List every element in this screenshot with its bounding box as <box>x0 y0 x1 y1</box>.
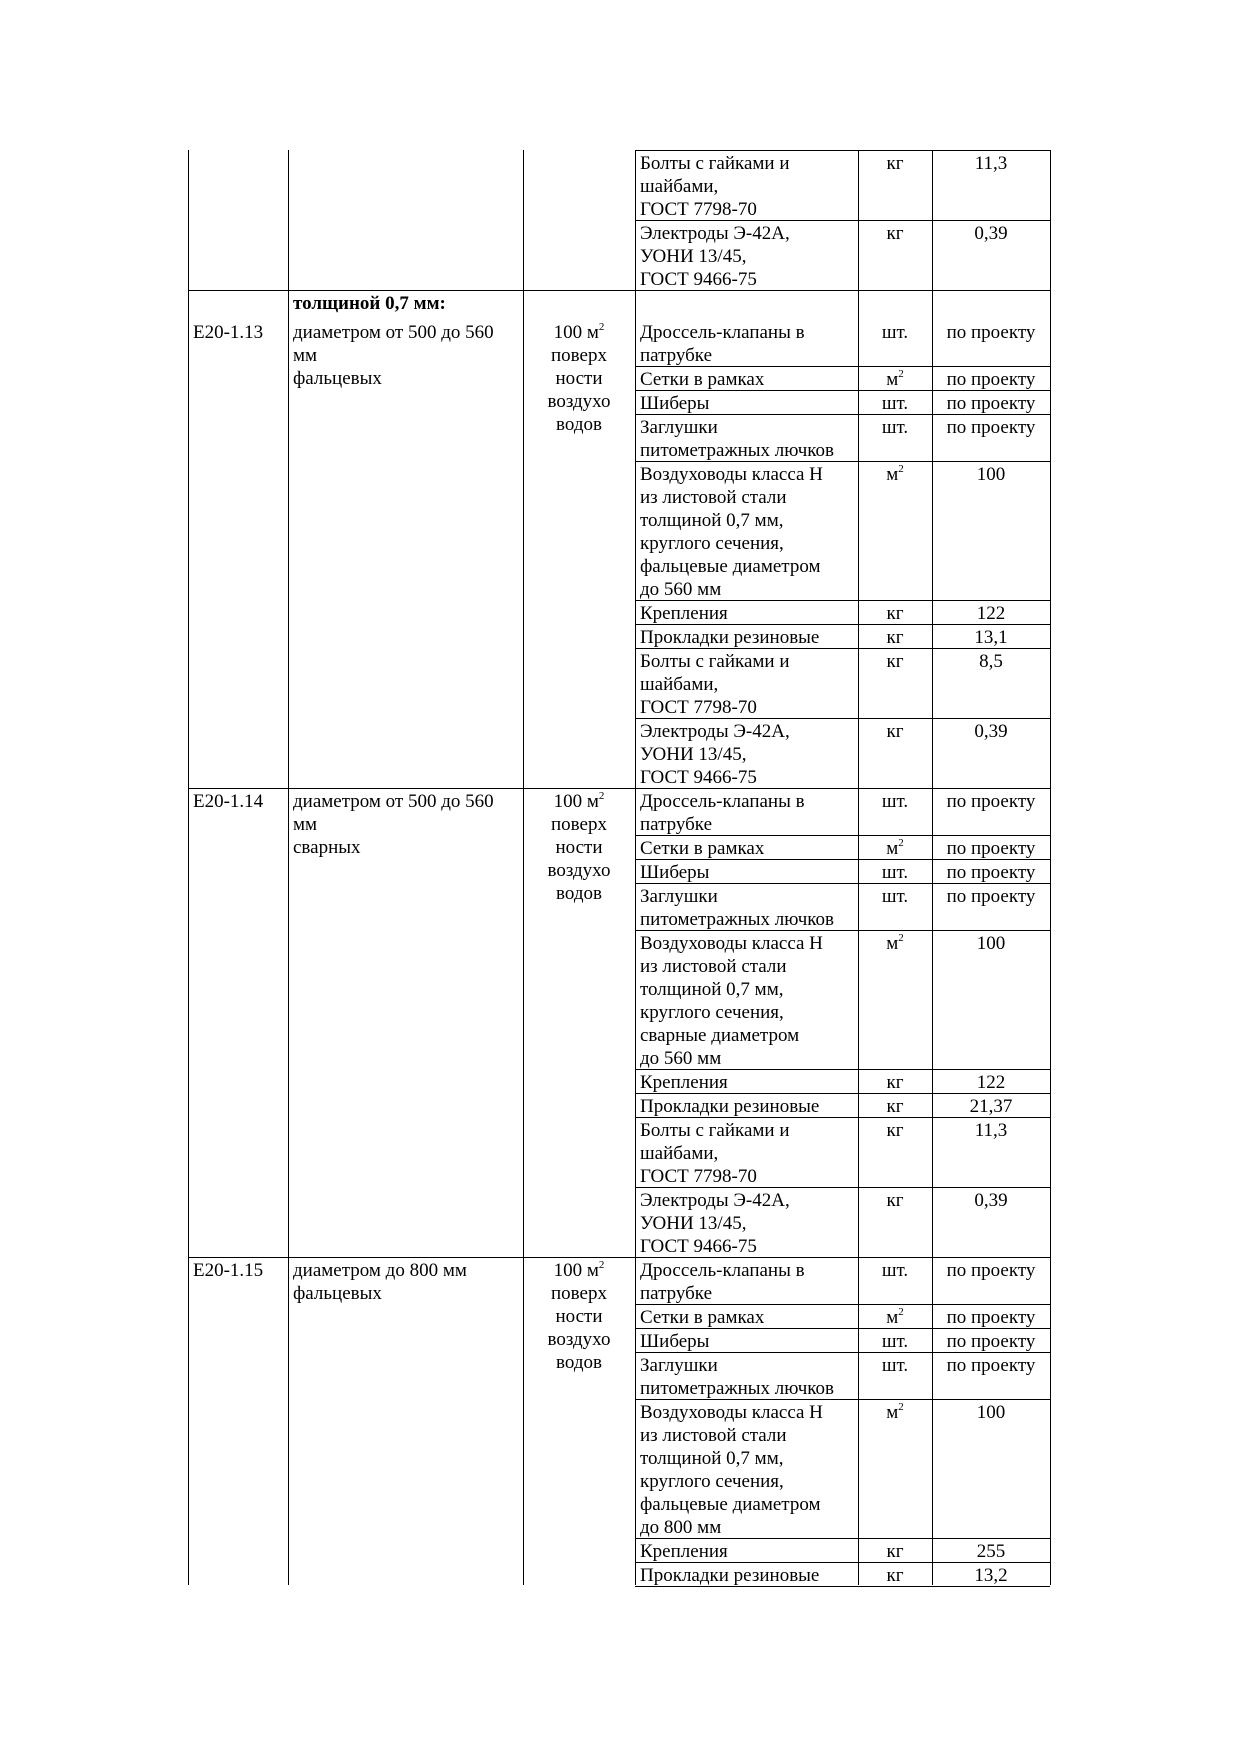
resource-name: сварные диаметром <box>640 1025 800 1046</box>
resource-name: Прокладки резиновые <box>640 1096 820 1117</box>
resource-row-rule <box>635 1093 1050 1094</box>
rate-code: Е20-1.15 <box>193 1260 264 1281</box>
resource-row-rule <box>635 1586 1050 1587</box>
resource-value: по проекту <box>946 1331 1036 1352</box>
resource-name: до 560 мм <box>640 1048 722 1069</box>
resource-value: 0,39 <box>974 223 1008 244</box>
measure-unit: ности <box>555 1306 603 1327</box>
resource-name: до 560 мм <box>640 579 722 600</box>
measure-unit: поверх <box>551 345 607 366</box>
resource-row-rule <box>635 788 1050 789</box>
resource-row-rule <box>635 1399 1050 1400</box>
work-description: мм <box>293 814 318 835</box>
resource-value: 122 <box>976 1072 1006 1093</box>
resource-name: ГОСТ 9466-75 <box>640 767 757 788</box>
resource-unit: кг <box>886 627 904 648</box>
resource-value: по проекту <box>946 322 1036 343</box>
resource-unit: $м^2$ <box>886 837 904 859</box>
resource-name: Крепления <box>640 1541 728 1562</box>
resource-name: питометражных лючков <box>640 1378 835 1399</box>
resource-name: питометражных лючков <box>640 909 835 930</box>
resource-row-rule <box>635 414 1050 415</box>
resource-unit: $м^2$ <box>886 463 904 485</box>
resource-value: по проекту <box>946 1355 1036 1376</box>
resource-name: Дроссель-клапаны в <box>640 322 805 343</box>
resource-name: УОНИ 13/45, <box>640 246 747 267</box>
resource-value: 21,37 <box>969 1096 1013 1117</box>
resource-name: Шиберы <box>640 862 710 883</box>
rate-code: Е20-1.14 <box>193 791 264 812</box>
resource-unit: шт. <box>881 862 909 883</box>
resource-value: 100 <box>976 933 1006 954</box>
resource-value: 122 <box>976 603 1006 624</box>
resource-unit: $м^2$ <box>886 932 904 954</box>
resource-unit: кг <box>886 153 904 174</box>
resource-value: 13,1 <box>974 627 1008 648</box>
resource-name: патрубке <box>640 345 713 366</box>
resource-unit: кг <box>886 721 904 742</box>
resource-row-rule <box>635 930 1050 931</box>
resource-name: толщиной 0,7 мм, <box>640 510 784 531</box>
block-separator <box>188 1257 635 1258</box>
resource-name: Электроды Э-42А, <box>640 223 790 244</box>
resource-value: 11,3 <box>974 153 1008 174</box>
resource-row-rule <box>635 290 1050 291</box>
resource-row-rule <box>635 859 1050 860</box>
resource-name: круглого сечения, <box>640 1471 784 1492</box>
resource-name: до 800 мм <box>640 1517 722 1538</box>
resource-unit: кг <box>886 1120 904 1141</box>
resource-unit: кг <box>886 1565 904 1586</box>
resource-name: Электроды Э-42А, <box>640 1190 790 1211</box>
resource-row-rule <box>635 883 1050 884</box>
left-border <box>188 150 189 1585</box>
resource-row-rule <box>635 1187 1050 1188</box>
resource-row-rule <box>635 461 1050 462</box>
resource-value: по проекту <box>946 791 1036 812</box>
resource-value: 0,39 <box>974 721 1008 742</box>
resource-name: Болты с гайками и <box>640 651 790 672</box>
resource-row-rule <box>635 1117 1050 1118</box>
resource-unit: кг <box>886 603 904 624</box>
resource-row-rule <box>635 648 1050 649</box>
resource-unit: $м^2$ <box>886 1401 904 1423</box>
measure-unit: водов <box>556 883 602 904</box>
resource-name: Болты с гайками и <box>640 1120 790 1141</box>
resource-name: из листовой стали <box>640 487 787 508</box>
resource-top-rule <box>635 150 1050 151</box>
resource-name: Заглушки <box>640 1355 718 1376</box>
resource-name: Воздуховоды класса Н <box>640 933 823 954</box>
resource-name: УОНИ 13/45, <box>640 1213 747 1234</box>
resource-row-rule <box>635 600 1050 601</box>
block-separator <box>188 290 635 291</box>
resource-row-rule <box>635 1328 1050 1329</box>
resource-name: Сетки в рамках <box>640 1307 765 1328</box>
resource-name: УОНИ 13/45, <box>640 744 747 765</box>
resource-name: фальцевые диаметром <box>640 1494 821 1515</box>
resource-row-rule <box>635 1352 1050 1353</box>
resource-name: шайбами, <box>640 1143 719 1164</box>
resource-name: патрубке <box>640 814 713 835</box>
work-description: фальцевых <box>293 1283 382 1304</box>
resource-value: 0,39 <box>974 1190 1008 1211</box>
resource-name: Заглушки <box>640 886 718 907</box>
resource-unit: $м^2$ <box>886 368 904 390</box>
resource-name: шайбами, <box>640 674 719 695</box>
work-description: сварных <box>293 837 361 858</box>
resource-name: фальцевые диаметром <box>640 556 821 577</box>
resource-unit: кг <box>886 651 904 672</box>
resource-row-rule <box>635 1538 1050 1539</box>
resource-name: круглого сечения, <box>640 1002 784 1023</box>
resource-name: питометражных лючков <box>640 440 835 461</box>
resource-name: Болты с гайками и <box>640 153 790 174</box>
resource-row-rule <box>635 1304 1050 1305</box>
measure-unit: 100 $м^2$ <box>553 790 605 812</box>
resource-value: 100 <box>976 464 1006 485</box>
resource-value: 11,3 <box>974 1120 1008 1141</box>
measure-unit: ности <box>555 368 603 389</box>
resource-name: ГОСТ 9466-75 <box>640 1236 757 1257</box>
resource-name: Крепления <box>640 603 728 624</box>
measure-unit: водов <box>556 414 602 435</box>
resource-row-rule <box>635 1069 1050 1070</box>
measure-unit: 100 $м^2$ <box>553 321 605 343</box>
resource-value: по проекту <box>946 886 1036 907</box>
resource-row-rule <box>635 1257 1050 1258</box>
measure-unit: воздухо <box>547 860 611 881</box>
work-description: диаметром от 500 до 560 <box>293 322 494 343</box>
section-heading: толщиной 0,7 мм: <box>293 293 446 314</box>
work-description: мм <box>293 345 318 366</box>
resource-value: по проекту <box>946 838 1036 859</box>
resource-row-rule <box>635 220 1050 221</box>
resource-value: по проекту <box>946 1307 1036 1328</box>
resource-name: толщиной 0,7 мм, <box>640 1448 784 1469</box>
resource-unit: кг <box>886 1190 904 1211</box>
resource-name: шайбами, <box>640 176 719 197</box>
resource-unit: $м^2$ <box>886 1306 904 1328</box>
resource-name: Сетки в рамках <box>640 838 765 859</box>
resource-unit: шт. <box>881 886 909 907</box>
resource-row-rule <box>635 718 1050 719</box>
rate-code: Е20-1.13 <box>193 322 264 343</box>
resource-name: Дроссель-клапаны в <box>640 791 805 812</box>
resource-unit: шт. <box>881 322 909 343</box>
resource-unit: кг <box>886 1072 904 1093</box>
resource-name: Шиберы <box>640 393 710 414</box>
resource-row-rule <box>635 1562 1050 1563</box>
resource-row-rule <box>635 366 1050 367</box>
resource-unit: шт. <box>881 1260 909 1281</box>
measure-unit: водов <box>556 1352 602 1373</box>
resource-name: ГОСТ 7798-70 <box>640 1166 757 1187</box>
resource-name: Воздуховоды класса Н <box>640 464 823 485</box>
work-description: диаметром от 500 до 560 <box>293 791 494 812</box>
resource-name: толщиной 0,7 мм, <box>640 979 784 1000</box>
measure-unit: 100 $м^2$ <box>553 1259 605 1281</box>
resource-value: по проекту <box>946 417 1036 438</box>
resource-row-rule <box>635 390 1050 391</box>
right-border <box>1050 150 1051 1585</box>
resource-value: 13,2 <box>974 1565 1008 1586</box>
resource-name: Заглушки <box>640 417 718 438</box>
resource-value: по проекту <box>946 862 1036 883</box>
measure-unit: воздухо <box>547 1329 611 1350</box>
measure-unit: ности <box>555 837 603 858</box>
resource-unit: кг <box>886 223 904 244</box>
resource-name: круглого сечения, <box>640 533 784 554</box>
resource-unit: кг <box>886 1096 904 1117</box>
resource-name: из листовой стали <box>640 1425 787 1446</box>
resource-name: Дроссель-клапаны в <box>640 1260 805 1281</box>
resource-value: по проекту <box>946 393 1036 414</box>
resource-value: 8,5 <box>979 651 1003 672</box>
work-description: фальцевых <box>293 368 382 389</box>
resource-unit: шт. <box>881 791 909 812</box>
resource-name: ГОСТ 7798-70 <box>640 697 757 718</box>
resource-unit: шт. <box>881 1355 909 1376</box>
resource-row-rule <box>635 835 1050 836</box>
resource-unit: шт. <box>881 393 909 414</box>
resource-name: Воздуховоды класса Н <box>640 1402 823 1423</box>
resource-name: Электроды Э-42А, <box>640 721 790 742</box>
resource-name: ГОСТ 7798-70 <box>640 199 757 220</box>
block-separator <box>188 788 635 789</box>
resource-unit: кг <box>886 1541 904 1562</box>
resource-name: Сетки в рамках <box>640 369 765 390</box>
resource-unit: шт. <box>881 417 909 438</box>
resource-value: по проекту <box>946 1260 1036 1281</box>
resource-name: Крепления <box>640 1072 728 1093</box>
resource-name: ГОСТ 9466-75 <box>640 269 757 290</box>
resource-value: 100 <box>976 1402 1006 1423</box>
resource-name: Прокладки резиновые <box>640 627 820 648</box>
resource-name: Прокладки резиновые <box>640 1565 820 1586</box>
code-column-rule <box>288 150 289 1585</box>
measure-unit: поверх <box>551 814 607 835</box>
work-description: диаметром до 800 мм <box>293 1260 467 1281</box>
resource-value: по проекту <box>946 369 1036 390</box>
resource-unit: шт. <box>881 1331 909 1352</box>
resource-value: 255 <box>976 1541 1006 1562</box>
measure-unit: поверх <box>551 1283 607 1304</box>
resource-name: из листовой стали <box>640 956 787 977</box>
resource-row-rule <box>635 624 1050 625</box>
resource-name: патрубке <box>640 1283 713 1304</box>
measure-unit: воздухо <box>547 391 611 412</box>
resource-name: Шиберы <box>640 1331 710 1352</box>
